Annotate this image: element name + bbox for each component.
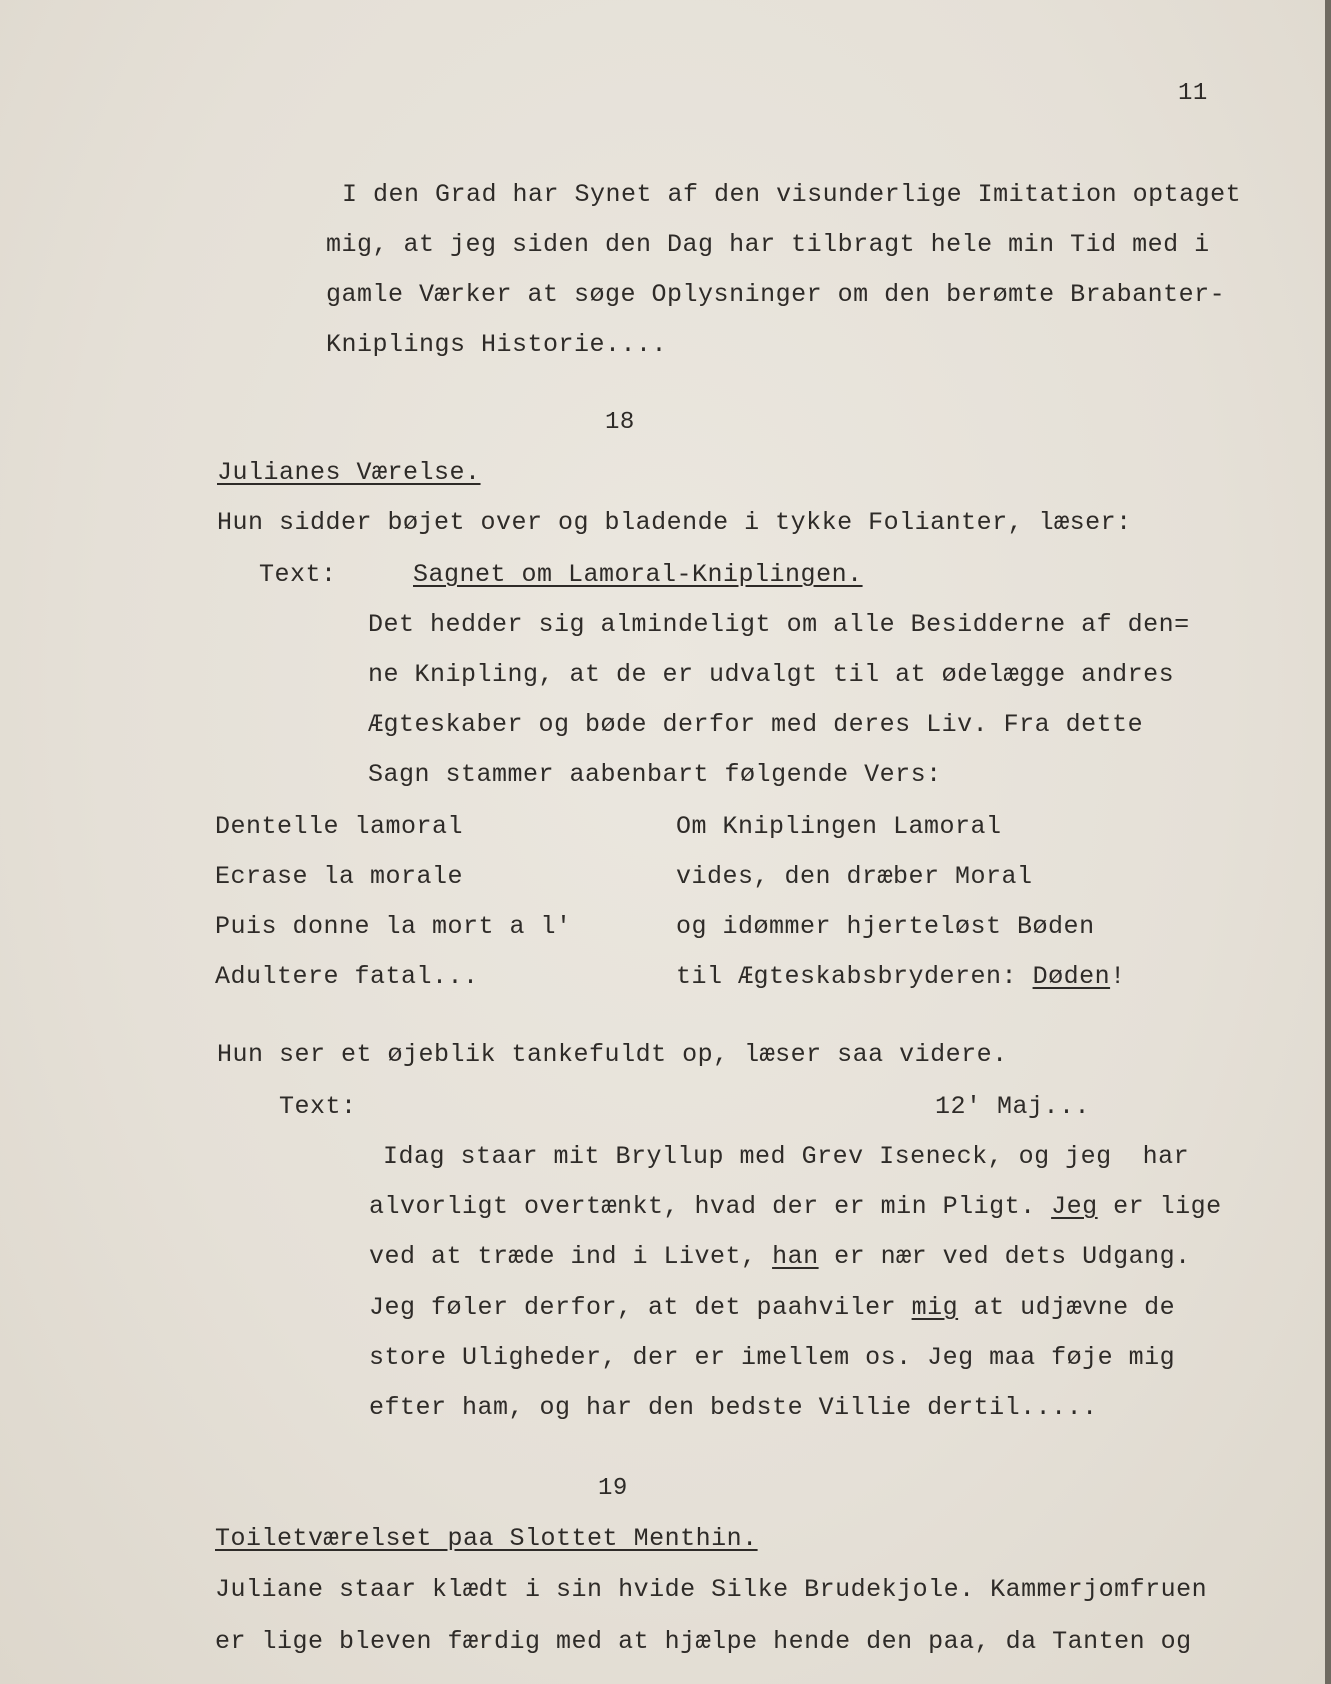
- diary-line: [369, 1192, 1222, 1222]
- diary-text: Jeg føler derfor, at det paahviler: [369, 1293, 912, 1322]
- diary-date: 12' Maj...: [935, 1092, 1091, 1121]
- diary-text: at udjævne de: [958, 1293, 1176, 1322]
- diary-text: alvorligt overtænkt, hvad der er min Pligt.: [369, 1192, 1052, 1221]
- scene-number: 19: [598, 1475, 628, 1502]
- diary-line: store Uligheder, der er imellem os. Jeg maa føje mig: [369, 1343, 1176, 1372]
- intro-line: gamle Værker at søge Oplysninger om den berømte Brabanter-: [326, 280, 1226, 309]
- body-line: Det hedder sig almindeligt om alle Besidderne af den=: [368, 610, 1190, 639]
- stage-direction: Hun ser et øjeblik tankefuldt op, læser saa videre.: [217, 1040, 1008, 1069]
- verse-right-line: vides, den dræber Moral: [676, 862, 1033, 891]
- scene-heading: Julianes Værelse.: [217, 458, 481, 487]
- diary-text: er lige: [1097, 1192, 1222, 1221]
- underlined-word: mig: [911, 1293, 959, 1322]
- underlined-word: han: [772, 1242, 819, 1271]
- scene-heading: Toiletværelset paa Slottet Menthin.: [215, 1524, 758, 1553]
- underlined-word: Døden: [1032, 962, 1111, 991]
- intro-line: mig, at jeg siden den Dag har tilbragt hele min Tid med i: [326, 230, 1210, 259]
- body-line: Sagn stammer aabenbart følgende Vers:: [368, 760, 942, 789]
- diary-line: efter ham, og har den bedste Villie dertil.....: [369, 1393, 1098, 1422]
- diary-line: [369, 1293, 1175, 1323]
- diary-text: ved at træde ind i Livet,: [369, 1242, 773, 1271]
- underlined-word: Jeg: [1051, 1192, 1098, 1221]
- verse-right-line: og idømmer hjerteløst Bøden: [676, 912, 1095, 941]
- stage-direction: Hun sidder bøjet over og bladende i tykke Folianter, læser:: [217, 508, 1132, 537]
- page-number: 11: [1178, 80, 1208, 107]
- intro-line: I den Grad har Synet af den visunderlige Imitation optaget: [342, 180, 1242, 209]
- verse-right-line: [676, 962, 1126, 992]
- text-label: Text:: [259, 560, 337, 589]
- verse-left-line: Puis donne la mort a l': [215, 912, 572, 941]
- body-line: ne Knipling, at de er udvalgt til at ødelægge andres: [368, 660, 1175, 689]
- verse-left-line: Adultere fatal...: [215, 962, 479, 991]
- body-line: Juliane staar klædt i sin hvide Silke Brudekjole. Kammerjomfruen: [215, 1575, 1208, 1604]
- verse-left-line: Ecrase la morale: [215, 862, 464, 891]
- body-line: er lige bleven færdig med at hjælpe hende den paa, da Tanten og: [215, 1627, 1192, 1656]
- text-label: Text:: [279, 1092, 357, 1121]
- body-line: Ægteskaber og bøde derfor med deres Liv. Fra dette: [368, 710, 1144, 739]
- verse-right-end: !: [1110, 962, 1126, 991]
- diary-line: [369, 1242, 1191, 1272]
- scene-number: 18: [605, 409, 635, 436]
- verse-left-line: Dentelle lamoral: [215, 812, 464, 841]
- verse-right-line: Om Kniplingen Lamoral: [676, 812, 1002, 841]
- intro-line: Kniplings Historie....: [326, 330, 668, 359]
- verse-right-text: til Ægteskabsbryderen:: [676, 962, 1033, 991]
- text-title: Sagnet om Lamoral-Kniplingen.: [413, 560, 863, 589]
- page-edge: [1325, 0, 1331, 1684]
- diary-line: Idag staar mit Bryllup med Grev Iseneck, og jeg har: [383, 1142, 1190, 1171]
- diary-text: er nær ved dets Udgang.: [818, 1242, 1191, 1271]
